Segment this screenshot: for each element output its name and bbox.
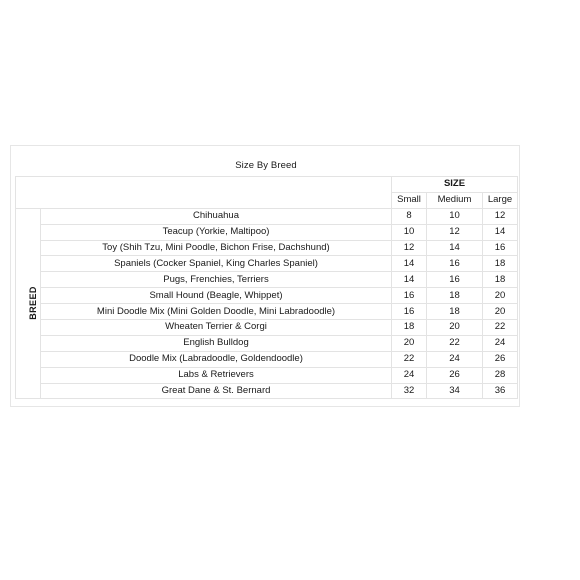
- small-size-cell: 32: [392, 383, 427, 399]
- breed-name-cell: Pugs, Frenchies, Terriers: [41, 272, 392, 288]
- small-size-cell: 14: [392, 272, 427, 288]
- breed-name-cell: Wheaten Terrier & Corgi: [41, 320, 392, 336]
- table-row: [16, 383, 518, 399]
- size-chart-card: [10, 145, 520, 407]
- large-size-cell: 14: [483, 224, 518, 240]
- table-row: [16, 304, 518, 320]
- table-row: [16, 367, 518, 383]
- large-size-cell: 26: [483, 351, 518, 367]
- medium-size-cell: 20: [427, 320, 483, 336]
- breed-name-cell: Great Dane & St. Bernard: [41, 383, 392, 399]
- medium-size-cell: 22: [427, 335, 483, 351]
- breed-name-cell: Mini Doodle Mix (Mini Golden Doodle, Mini Labradoodle): [41, 304, 392, 320]
- medium-size-cell: 14: [427, 240, 483, 256]
- small-size-cell: 10: [392, 224, 427, 240]
- breed-axis-label: BREED: [27, 286, 38, 320]
- table-row: [16, 272, 518, 288]
- column-header-large: Large: [483, 192, 518, 208]
- large-size-cell: 36: [483, 383, 518, 399]
- medium-size-cell: 16: [427, 272, 483, 288]
- table-row: [16, 288, 518, 304]
- medium-size-cell: 34: [427, 383, 483, 399]
- small-size-cell: 16: [392, 288, 427, 304]
- small-size-cell: 20: [392, 335, 427, 351]
- corner-cell: [16, 177, 392, 209]
- small-size-cell: 22: [392, 351, 427, 367]
- breed-name-cell: Chihuahua: [41, 208, 392, 224]
- medium-size-cell: 10: [427, 208, 483, 224]
- medium-size-cell: 24: [427, 351, 483, 367]
- header-row-group: [16, 177, 518, 193]
- table-row: [16, 256, 518, 272]
- small-size-cell: 24: [392, 367, 427, 383]
- table-row: [16, 240, 518, 256]
- small-size-cell: 8: [392, 208, 427, 224]
- large-size-cell: 20: [483, 304, 518, 320]
- large-size-cell: 16: [483, 240, 518, 256]
- breed-name-cell: English Bulldog: [41, 335, 392, 351]
- large-size-cell: 12: [483, 208, 518, 224]
- large-size-cell: 24: [483, 335, 518, 351]
- breed-name-cell: Spaniels (Cocker Spaniel, King Charles Spaniel): [41, 256, 392, 272]
- medium-size-cell: 12: [427, 224, 483, 240]
- large-size-cell: 20: [483, 288, 518, 304]
- table-row: [16, 335, 518, 351]
- breed-name-cell: Small Hound (Beagle, Whippet): [41, 288, 392, 304]
- size-group-header: SIZE: [392, 177, 518, 193]
- breed-name-cell: Labs & Retrievers: [41, 367, 392, 383]
- medium-size-cell: 18: [427, 304, 483, 320]
- medium-size-cell: 18: [427, 288, 483, 304]
- large-size-cell: 22: [483, 320, 518, 336]
- medium-size-cell: 26: [427, 367, 483, 383]
- small-size-cell: 16: [392, 304, 427, 320]
- small-size-cell: 18: [392, 320, 427, 336]
- large-size-cell: 28: [483, 367, 518, 383]
- small-size-cell: 12: [392, 240, 427, 256]
- breed-name-cell: Toy (Shih Tzu, Mini Poodle, Bichon Frise, Dachshund): [41, 240, 392, 256]
- column-header-small: Small: [392, 192, 427, 208]
- table-row: [16, 208, 518, 224]
- large-size-cell: 18: [483, 256, 518, 272]
- breed-axis-cell: [16, 208, 41, 399]
- breed-name-cell: Teacup (Yorkie, Maltipoo): [41, 224, 392, 240]
- table-row: [16, 351, 518, 367]
- breed-name-cell: Doodle Mix (Labradoodle, Goldendoodle): [41, 351, 392, 367]
- column-header-medium: Medium: [427, 192, 483, 208]
- table-row: [16, 224, 518, 240]
- table-row: [16, 320, 518, 336]
- medium-size-cell: 16: [427, 256, 483, 272]
- size-by-breed-table: [15, 176, 518, 399]
- large-size-cell: 18: [483, 272, 518, 288]
- chart-title: Size By Breed: [235, 160, 297, 171]
- small-size-cell: 14: [392, 256, 427, 272]
